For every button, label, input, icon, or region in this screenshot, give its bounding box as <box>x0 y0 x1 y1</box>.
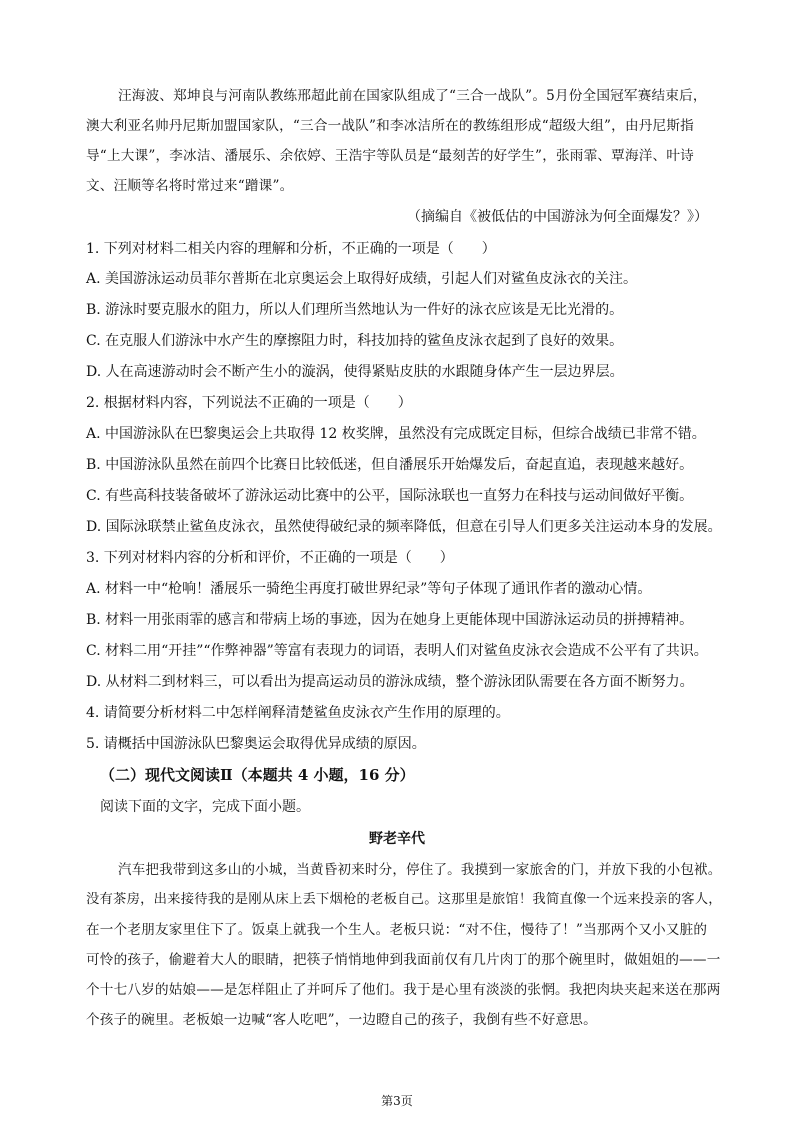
q1-option-b: B. 游泳时要克服水的阻力，所以人们理所当然地认为一件好的泳衣应该是无比光滑的。 <box>86 302 624 318</box>
question-3: 3. 下列对材料内容的分析和评价，不正确的一项是（ ） <box>86 550 454 566</box>
story-line6: 个孩子的碗里。老板娘一边喊“客人吃吧”，一边瞪自己的孩子，我倒有些不好意思。 <box>86 1012 597 1028</box>
story-line4: 可怜的孩子，偷避着大人的眼睛，把筷子悄悄地伸到我面前仅有几片肉丁的那个碗里时，做姐姐的——一 <box>86 952 721 968</box>
q1-option-d: D. 人在高速游动时会不断产生小的漩涡，使得紧贴皮肤的水跟随身体产生一层边界层。 <box>86 364 624 380</box>
section-heading: （二）现代文阅读Ⅱ（本题共 4 小题，16 分） <box>100 766 415 784</box>
question-4: 4. 请简要分析材料二中怎样阐释清楚鲨鱼皮泳衣产生作用的原理的。 <box>86 705 510 721</box>
reading-instruction: 阅读下面的文字，完成下面小题。 <box>100 799 310 815</box>
q2-option-b: B. 中国游泳队虽然在前四个比赛日比较低迷，但自潘展乐开始爆发后，奋起直追，表现越来越好。 <box>86 457 694 473</box>
story-title: 野老辛代 <box>369 831 425 847</box>
source-citation: （摘编自《被低估的中国游泳为何全面爆发？》） <box>407 209 708 225</box>
page-number: 第3页 <box>381 1094 413 1108</box>
q3-option-c: C. 材料二用“开挂”“作弊神器”等富有表现力的词语，表明人们对鲨鱼皮泳衣会造成不公平有了共识。 <box>86 643 708 659</box>
para1-line1: 汪海波、郑坤良与河南队教练邢超此前在国家队组成了“三合一战队”。5月份全国冠军赛结束后， <box>118 88 707 104</box>
q1-option-a: A. 美国游泳运动员菲尔普斯在北京奥运会上取得好成绩，引起人们对鲨鱼皮泳衣的关注。 <box>86 271 638 287</box>
story-line1: 汽车把我带到这多山的小城，当黄昏初来时分，停住了。我摸到一家旅舍的门，并放下我的小包袱。 <box>118 862 722 878</box>
para1-line2: 澳大利亚名帅丹尼斯加盟国家队，“三合一战队”和李冰洁所在的教练组形成“超级大组”，由丹尼斯指 <box>86 118 694 134</box>
q2-option-d: D. 国际泳联禁止鲨鱼皮泳衣，虽然使得破纪录的频率降低，但意在引导人们更多关注运动本身的发展。 <box>86 519 722 535</box>
q3-option-b: B. 材料一用张雨霏的感言和带病上场的事迹，因为在她身上更能体现中国游泳运动员的拼搏精神。 <box>86 612 694 628</box>
question-2: 2. 根据材料内容，下列说法不正确的一项是（ ） <box>86 395 412 411</box>
q2-option-c: C. 有些高科技装备破坏了游泳运动比赛中的公平，国际泳联也一直努力在科技与运动间做好平衡。 <box>86 488 694 504</box>
story-line2: 没有茶房，出来接待我的是刚从床上丢下烟枪的老板自己。这那里是旅馆！我简直像一个远来投亲的客人， <box>86 892 722 907</box>
para1-line3: 导“上大课”，李冰洁、潘展乐、余依婷、王浩宇等队员是“最刻苦的好学生”，张雨霏、覃海洋、叶诗 <box>86 148 694 164</box>
q1-option-c: C. 在克服人们游泳中水产生的摩擦阻力时，科技加持的鲨鱼皮泳衣起到了良好的效果。 <box>86 333 624 349</box>
story-line5: 个十七八岁的姑娘——是怎样阻止了并呵斥了他们。我于是心里有淡淡的张惘。我把肉块夹起来送在那两 <box>86 982 721 998</box>
question-1: 1. 下列对材料二相关内容的理解和分析，不正确的一项是（ ） <box>86 241 496 257</box>
question-5: 5. 请概括中国游泳队巴黎奥运会取得优异成绩的原因。 <box>86 736 426 752</box>
q3-option-d: D. 从材料二到材料三，可以看出为提高运动员的游泳成绩，整个游泳团队需要在各方面不断努力。 <box>86 674 694 690</box>
q2-option-a: A. 中国游泳队在巴黎奥运会上共取得 12 枚奖牌，虽然没有完成既定目标，但综合战绩已非常不错。 <box>86 426 706 442</box>
para1-line4: 文、汪顺等名将时常过来“蹭课”。 <box>86 178 294 194</box>
story-line3: 在一个老朋友家里住下了。饭桌上就我一个生人。老板只说：“对不住，慢待了！”当那两个又小又脏的 <box>86 922 708 938</box>
q3-option-a: A. 材料一中“枪响！潘展乐一骑绝尘再度打破世界纪录”等句子体现了通讯作者的激动心情。 <box>86 581 652 597</box>
